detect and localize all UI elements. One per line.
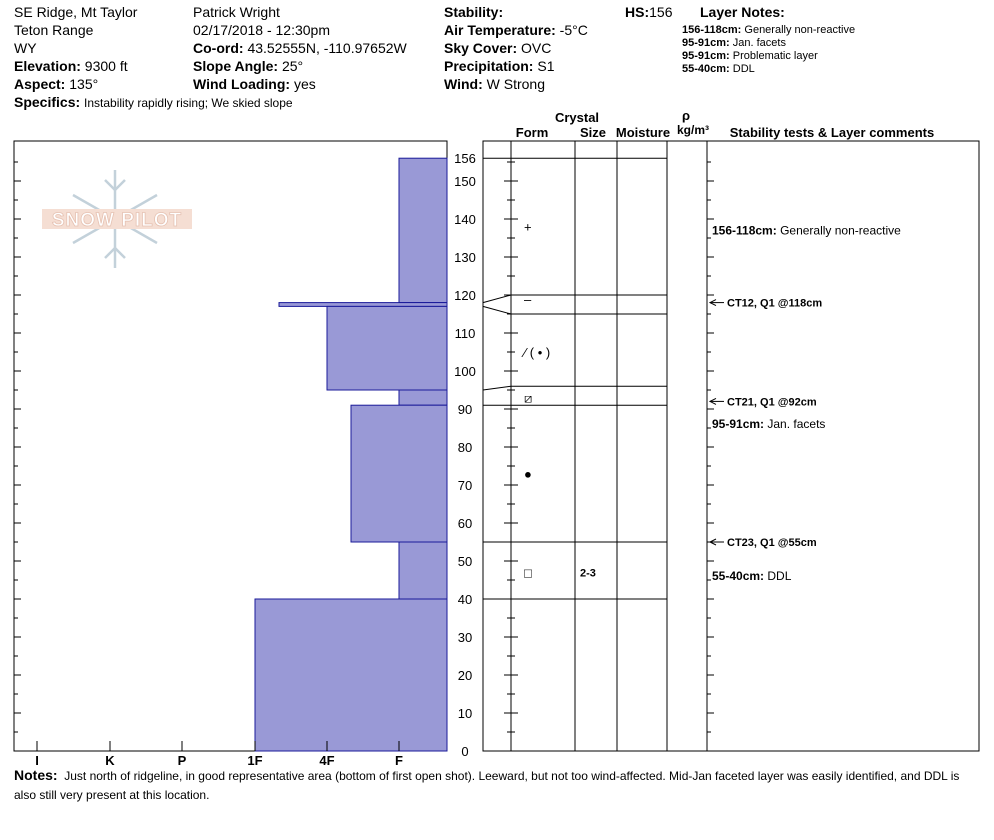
hardness-tick-label: 1F xyxy=(247,753,263,768)
range-name: Teton Range xyxy=(14,22,94,38)
stability-test-label: CT23, Q1 @55cm xyxy=(727,537,817,549)
layer-comment-text: DDL xyxy=(767,569,792,584)
boundary-connector xyxy=(483,386,511,390)
stability-test-label: CT12, Q1 @118cm xyxy=(727,297,823,310)
aspect-value: 135° xyxy=(69,76,99,92)
crystal-form-symbol: ● xyxy=(524,466,532,482)
crystal-form-symbol: – xyxy=(524,291,532,307)
elevation-label: Elevation: xyxy=(14,58,81,74)
crystal-panel xyxy=(483,141,707,751)
hardness-bar xyxy=(399,158,447,302)
wind-loading-value: yes xyxy=(293,76,316,92)
moisture-header: Moisture xyxy=(615,125,671,140)
aspect-label: Aspect: xyxy=(14,76,66,92)
coord-value: 43.52555N, -110.97652W xyxy=(247,40,407,56)
layer-note: 95-91cm: Jan. facets xyxy=(682,37,786,49)
notes xyxy=(14,766,980,805)
height-tick-label: 40 xyxy=(457,592,473,607)
observer-name: Patrick Wright xyxy=(193,4,280,20)
layer-note: 55-40cm: DDL xyxy=(682,63,755,75)
crystal-forms xyxy=(521,220,596,581)
precipitation-value: S1 xyxy=(537,58,555,74)
crystal-size: 2-3 xyxy=(580,567,596,580)
height-tick-label: 60 xyxy=(457,516,473,531)
size-header: Size xyxy=(579,125,607,140)
rho-header: ρ xyxy=(681,108,691,123)
height-tick-label: 110 xyxy=(454,326,476,341)
hardness-bar xyxy=(399,542,447,599)
layer-comment-range: 55-40cm: xyxy=(712,569,768,584)
layer-comment-text: Jan. facets xyxy=(767,417,826,432)
hardness-tick-label: K xyxy=(105,753,115,768)
air-temp-label: Air Temperature: xyxy=(444,22,556,38)
hardness-tick-label: F xyxy=(395,753,403,768)
stability-label: Stability: xyxy=(444,4,504,20)
left-height-ticks xyxy=(14,162,21,751)
height-tick-label: 70 xyxy=(457,478,473,493)
location-name: SE Ridge, Mt Taylor xyxy=(14,4,138,20)
specifics-label: Specifics: xyxy=(14,94,81,110)
notes-label: Notes: xyxy=(14,767,58,783)
height-tick-label: 50 xyxy=(457,554,473,569)
crystal-form-symbol: + xyxy=(524,219,532,235)
height-tick-label: 130 xyxy=(454,250,476,265)
height-axis xyxy=(454,151,476,759)
state-name: WY xyxy=(14,40,37,56)
height-tick-label: 10 xyxy=(457,706,473,721)
sky-cover-value: OVC xyxy=(521,40,552,56)
hardness-tick-label: 4F xyxy=(319,753,335,768)
crystal-form-symbol: ⧄ xyxy=(524,390,533,406)
hs-value: 156 xyxy=(649,4,673,20)
height-tick-label: 150 xyxy=(454,174,476,189)
hardness-bar xyxy=(351,405,447,542)
height-tick-label: 0 xyxy=(461,744,469,759)
crystal-form-symbol: ⁄ ( • ) xyxy=(524,345,551,360)
height-tick-label: 156 xyxy=(454,151,476,167)
sky-cover-label: Sky Cover: xyxy=(444,40,518,56)
snowpilot-logo xyxy=(42,170,192,268)
height-tick-label: 20 xyxy=(457,668,473,683)
slope-label: Slope Angle: xyxy=(193,58,279,74)
coord-label: Co-ord: xyxy=(193,40,244,56)
hardness-bar xyxy=(327,306,447,390)
specifics-value: Instability rapidly rising; We skied slope xyxy=(84,96,293,110)
boundary-connector xyxy=(483,295,511,303)
wind-value: W Strong xyxy=(486,76,545,92)
hardness-bar xyxy=(279,303,447,307)
hardness-tick-label: I xyxy=(35,753,39,768)
wind-loading-label: Wind Loading: xyxy=(193,76,291,92)
air-temp-value: -5°C xyxy=(559,22,588,38)
layer-notes-title: Layer Notes: xyxy=(700,4,785,20)
height-tick-label: 140 xyxy=(454,212,476,227)
hardness-bars xyxy=(255,158,447,751)
elevation-value: 9300 ft xyxy=(84,58,128,74)
layer-comment-range: 95-91cm: xyxy=(712,417,768,432)
notes-text: Just north of ridgeline, in good representative area (bottom of first open shot). Leeward, but not too wind-affected. Mid-Jan faceted layer was easily identified, and DDL is also still very present at this location. xyxy=(14,769,960,802)
crystal-height-ticks xyxy=(504,162,714,751)
layer-comment xyxy=(712,569,792,583)
hs-label: HS: xyxy=(625,4,650,20)
height-tick-label: 80 xyxy=(457,440,473,455)
logo-text: SNOW PILOT xyxy=(51,210,183,231)
height-tick-label: 120 xyxy=(454,288,476,303)
comments-header: Stability tests & Layer comments xyxy=(729,125,935,140)
crystal-header: Crystal xyxy=(554,110,600,125)
precipitation-label: Precipitation: xyxy=(444,58,534,74)
observation-datetime: 02/17/2018 - 12:30pm xyxy=(193,22,330,38)
layer-comment-text: Generally non-reactive xyxy=(780,223,901,238)
slope-value: 25° xyxy=(281,58,304,74)
crystal-form-symbol: □ xyxy=(524,565,532,581)
stability-test-label: CT21, Q1 @92cm xyxy=(727,396,817,409)
height-tick-label: 100 xyxy=(454,364,476,379)
form-header: Form xyxy=(515,125,549,140)
boundary-connector xyxy=(483,306,511,314)
layer-comment xyxy=(712,417,825,431)
hardness-tick-label: P xyxy=(177,753,187,768)
hardness-bar xyxy=(399,390,447,405)
layer-note: 156-118cm: Generally non-reactive xyxy=(682,24,856,36)
height-tick-label: 90 xyxy=(457,402,473,417)
wind-label: Wind: xyxy=(444,76,483,92)
layer-comment xyxy=(712,223,901,237)
layer-comment-range: 156-118cm: xyxy=(712,223,781,238)
density-unit-header: kg/m³ xyxy=(676,123,710,137)
height-tick-label: 30 xyxy=(457,630,473,645)
layer-note: 95-91cm: Problematic layer xyxy=(682,50,818,62)
hardness-bar xyxy=(255,599,447,751)
